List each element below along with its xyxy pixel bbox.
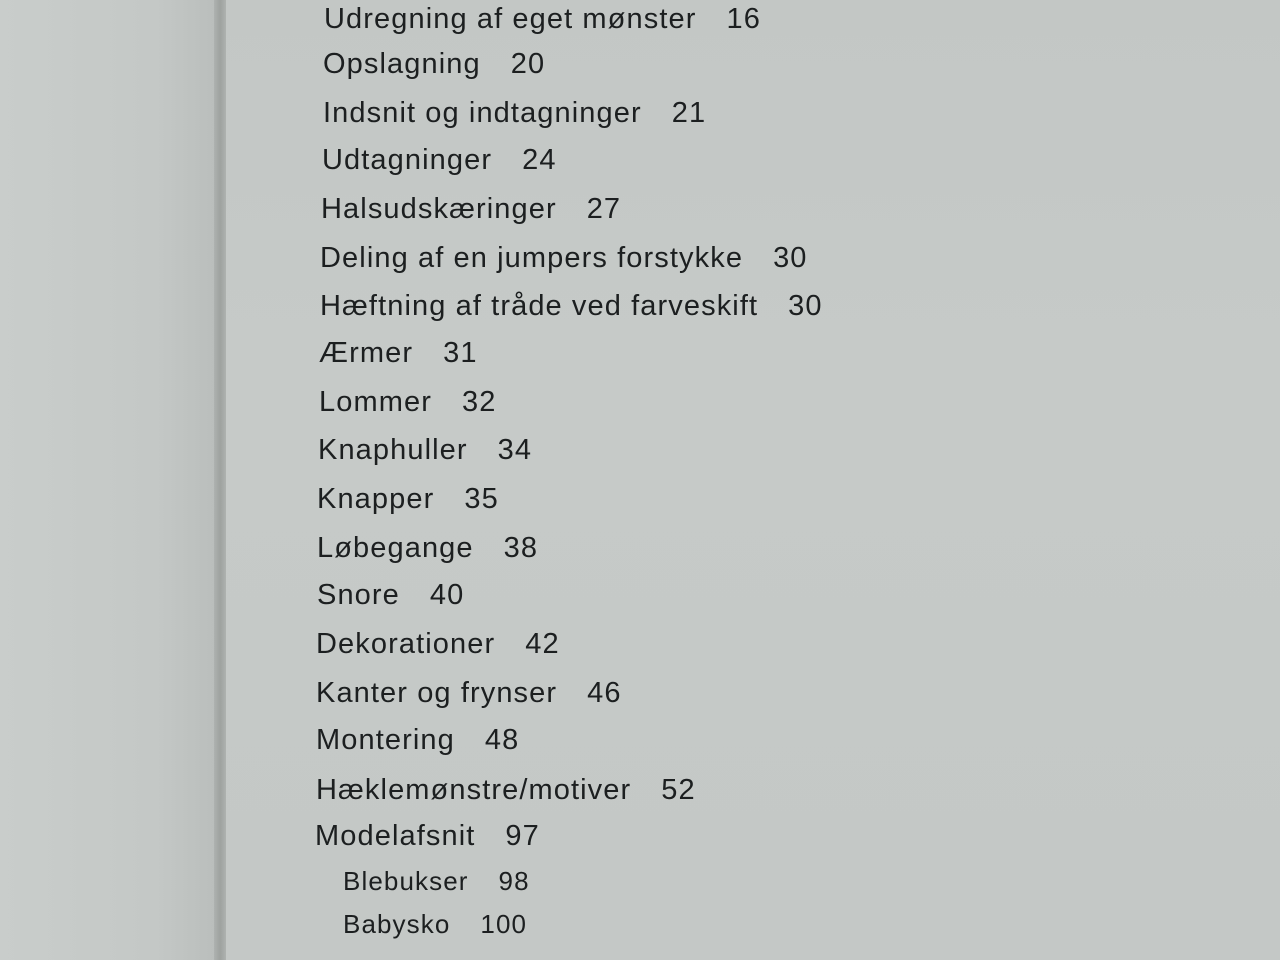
toc-entry-title: Halsudskæringer — [321, 193, 557, 225]
toc-entry — [317, 531, 538, 565]
toc-entry-title: Hæklemønstre/motiver — [316, 774, 632, 806]
toc-entry-page: 30 — [773, 242, 808, 274]
toc-entry — [316, 627, 560, 661]
toc-entry-title: Lommer — [319, 386, 432, 418]
toc-entry-page: 98 — [498, 866, 530, 896]
toc-entry-title: Dekorationer — [316, 628, 496, 660]
toc-entry-page: 52 — [661, 774, 696, 806]
toc-entry — [319, 385, 496, 419]
toc-entry — [323, 47, 545, 81]
toc-entry-page: 40 — [429, 579, 465, 611]
toc-entry-title: Opslagning — [323, 48, 481, 80]
toc-entry-title: Udtagninger — [322, 144, 493, 176]
toc-entry-title: Indsnit og indtagninger — [323, 97, 642, 129]
toc-entry-title: Montering — [316, 724, 455, 756]
toc-entry — [321, 192, 621, 226]
toc-entry — [317, 482, 499, 516]
toc-entry-page: 21 — [671, 97, 707, 129]
toc-entry — [316, 723, 519, 757]
toc-entry — [318, 433, 532, 467]
toc-entry-page: 48 — [484, 724, 520, 756]
toc-entry — [323, 96, 706, 130]
toc-entry-title: Knapper — [317, 483, 435, 515]
toc-entry-title: Hæftning af tråde ved farveskift — [320, 290, 759, 322]
toc-entry-title: Ærmer — [319, 337, 414, 369]
toc-entry — [317, 578, 464, 612]
toc-entry — [320, 289, 823, 323]
toc-entry-page: 35 — [464, 483, 499, 515]
toc-entry-title: Deling af en jumpers forstykke — [320, 242, 744, 274]
toc-entry-page: 97 — [505, 820, 540, 852]
toc-entry-page: 100 — [480, 909, 528, 939]
toc-entry-title: Snore — [317, 579, 400, 611]
toc-entry-page: 24 — [522, 144, 557, 176]
toc-entry-title: Udregning af eget mønster — [324, 3, 697, 35]
toc-entry — [316, 676, 622, 710]
toc-entry — [320, 241, 808, 275]
toc-entry-page: 30 — [788, 290, 823, 322]
toc-sub-entry — [343, 909, 527, 939]
toc-entry-page: 34 — [497, 434, 533, 466]
toc-entry — [316, 773, 696, 807]
toc-entry — [315, 819, 540, 853]
left-page — [0, 0, 222, 960]
toc-entry-page: 46 — [587, 677, 622, 709]
toc-sub-entry — [343, 866, 530, 896]
toc-entry-page: 38 — [503, 532, 539, 564]
toc-entry — [322, 143, 557, 177]
toc-entry-title: Modelafsnit — [315, 820, 476, 852]
toc-entry — [324, 2, 761, 36]
toc-entry-title: Babysko — [343, 909, 451, 939]
toc-entry-page: 20 — [510, 48, 546, 80]
toc-entry-page: 42 — [525, 628, 560, 660]
toc-entry-title: Løbegange — [317, 532, 474, 564]
toc-entry-page: 32 — [461, 386, 497, 418]
toc-entry-page: 16 — [726, 3, 761, 35]
right-page — [226, 0, 1280, 960]
toc-entry-title: Blebukser — [343, 866, 469, 896]
toc-entry — [319, 336, 478, 370]
toc-entry-title: Kanter og frynser — [316, 677, 558, 709]
toc-entry-page: 31 — [443, 337, 478, 369]
toc-entry-page: 27 — [586, 193, 622, 225]
toc-entry-title: Knaphuller — [318, 434, 468, 466]
